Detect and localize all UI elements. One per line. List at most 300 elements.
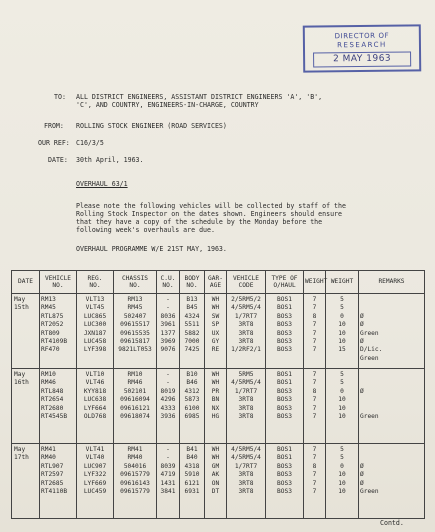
cell-value: BOS3 xyxy=(277,471,292,479)
cell-value: BOS3 xyxy=(277,462,292,470)
to-line2: 'C', AND COUNTRY, ENGINEERS-IN-CHARGE, COUNTRY xyxy=(76,101,259,109)
table-header-cell xyxy=(304,271,326,294)
programme-title: OVERHAUL PROGRAMME W/E 21ST MAY, 1963. xyxy=(76,245,227,253)
cell-value: 5882 xyxy=(184,329,200,337)
cell-value: 4719 xyxy=(160,471,176,479)
cell-value: 5 xyxy=(340,454,344,462)
cell-value: LUC638 xyxy=(83,396,107,404)
date-cell xyxy=(12,294,40,369)
cell-value xyxy=(360,304,423,312)
cell-value: 4/5RM5/4 xyxy=(231,446,261,453)
cell-value: 7 xyxy=(312,304,317,312)
table-header-cell xyxy=(77,271,114,294)
cell-value: 15 xyxy=(338,346,346,354)
cell-value: B41 xyxy=(186,446,198,453)
cell-value: RTL907 xyxy=(41,462,64,470)
table-row xyxy=(12,294,425,369)
table-cell xyxy=(227,444,266,519)
cell-value: GM xyxy=(211,462,220,470)
cell-value: 8 xyxy=(312,387,317,395)
cell-value: 5 xyxy=(340,446,344,453)
cell-value: 7 xyxy=(312,471,317,479)
cell-value: - xyxy=(166,379,170,387)
cell-value: PR xyxy=(211,387,220,395)
cell-value: 5RM5 xyxy=(238,371,254,378)
cell-value: 1/7RT7 xyxy=(234,462,258,470)
table-cell xyxy=(326,369,359,444)
cell-value: 10 xyxy=(338,487,346,495)
cell-value: BOS1 xyxy=(277,446,292,453)
cell-value: Ø xyxy=(360,337,364,345)
cell-value: B10 xyxy=(186,371,198,378)
header-text: CODE xyxy=(238,282,254,289)
date-label: DATE: xyxy=(48,156,68,164)
cell-value: 3841 xyxy=(160,487,176,495)
cell-value: 7 xyxy=(312,296,317,303)
cell-value: 4296 xyxy=(160,396,176,404)
table-cell xyxy=(157,294,180,369)
cell-value: B13 xyxy=(186,296,198,303)
table-row xyxy=(12,444,425,519)
header-text: REMARKS xyxy=(378,278,405,286)
cell-value: 4/5RM5/4 xyxy=(231,304,261,312)
cell-value: BOS3 xyxy=(277,321,292,329)
cell-value: LYF664 xyxy=(83,404,107,412)
table-header-row xyxy=(12,271,425,294)
cell-value: 5 xyxy=(340,379,344,387)
header-text: DATE xyxy=(18,278,33,286)
cell-value: BOS1 xyxy=(277,379,292,387)
cell-value: 9821LT053 xyxy=(118,346,152,354)
cell-value: 5 xyxy=(340,296,344,303)
table-cell xyxy=(114,294,157,369)
date-text: 17th xyxy=(14,454,29,462)
cell-value xyxy=(360,296,423,304)
cell-value: 3961 xyxy=(160,321,176,329)
table-cell xyxy=(77,294,114,369)
body-line-3: that they have a copy of the schedule by the Monday before the xyxy=(76,218,323,226)
cell-value: 5910 xyxy=(184,471,200,479)
cell-value: LYF398 xyxy=(83,346,107,354)
cell-value: 6931 xyxy=(184,487,200,495)
cell-value: RM40 xyxy=(41,454,56,462)
cell-value: 09616121 xyxy=(120,404,150,412)
date-cell xyxy=(12,369,40,444)
cell-value xyxy=(360,379,423,387)
cell-value: 10 xyxy=(338,404,346,412)
table-cell xyxy=(157,444,180,519)
cell-value: Ø xyxy=(360,479,364,487)
cell-value: Green xyxy=(360,412,379,420)
cell-value: 7 xyxy=(312,321,317,329)
cell-value: RM13 xyxy=(127,296,143,303)
table-cell xyxy=(227,369,266,444)
cell-value: - xyxy=(166,446,170,453)
cell-value: 7 xyxy=(312,479,317,487)
cell-value: 3RT8 xyxy=(238,396,254,404)
cell-value: 09616094 xyxy=(120,396,150,404)
cell-value: BOS1 xyxy=(277,304,292,312)
cell-value: BOS3 xyxy=(277,396,292,404)
cell-value: VLT40 xyxy=(85,454,105,462)
cell-value: 4/5RM5/4 xyxy=(231,454,261,462)
table-cell xyxy=(205,369,227,444)
cell-value: 0 xyxy=(340,387,344,395)
body-line-2: Rolling Stock Inspector on the dates shown. Engineers should ensure xyxy=(76,210,342,218)
cell-value: WH xyxy=(211,446,220,453)
table-cell xyxy=(205,444,227,519)
cell-value: SP xyxy=(211,321,220,329)
cell-value: GY xyxy=(211,337,220,345)
date-text: 15th xyxy=(14,304,29,312)
cell-value: 2/5RM5/2 xyxy=(231,296,261,303)
cell-value: RTL848 xyxy=(41,387,64,395)
date-value: 30th April, 1963. xyxy=(76,156,144,164)
stamp-date: 2 MAY 1963 xyxy=(313,51,411,67)
cell-value: 8019 xyxy=(160,387,176,395)
table-cell xyxy=(40,294,77,369)
cell-value: Ø xyxy=(360,462,364,470)
cell-value: 8039 xyxy=(160,462,176,470)
cell-value: 502101 xyxy=(123,387,147,395)
cell-value: WH xyxy=(211,454,220,462)
cell-value: 6100 xyxy=(184,404,200,412)
table-header-cell xyxy=(227,271,266,294)
cell-value: UX xyxy=(211,329,220,337)
header-text: WEIGHT xyxy=(330,278,354,286)
cell-value: 7 xyxy=(312,346,317,354)
cell-value: BOS3 xyxy=(277,487,292,495)
table-cell xyxy=(304,444,326,519)
cell-value: B46 xyxy=(186,379,198,387)
cell-value: 3RT8 xyxy=(238,404,254,412)
cell-value: SW xyxy=(211,312,220,320)
cell-value: RM46 xyxy=(127,379,143,387)
cell-value: BOS3 xyxy=(277,346,292,354)
body-line-4: following week's overhauls are due. xyxy=(76,226,215,234)
cell-value: 7 xyxy=(312,396,317,404)
cell-value: B40 xyxy=(186,454,198,462)
table-cell xyxy=(266,294,304,369)
cell-value: HG xyxy=(211,412,220,420)
cell-value: RTL875 xyxy=(41,312,64,320)
cell-value: 3936 xyxy=(160,412,176,420)
cell-value: RT2052 xyxy=(41,321,64,329)
table-cell xyxy=(114,444,157,519)
cell-value: RM10 xyxy=(127,371,143,378)
cell-value: WH xyxy=(211,296,220,303)
cell-value: NX xyxy=(211,404,220,412)
cell-value: 1431 xyxy=(160,479,176,487)
cell-value: Ø xyxy=(360,387,364,395)
cell-value: 7 xyxy=(312,446,317,453)
table-row xyxy=(12,369,425,444)
cell-value: 8036 xyxy=(160,312,176,320)
header-text: VEHICLE xyxy=(44,274,72,282)
cell-value: 6985 xyxy=(184,412,200,420)
cell-value: 4333 xyxy=(160,404,176,412)
cell-value: VLT46 xyxy=(85,379,105,387)
cell-value: 0 xyxy=(340,462,344,470)
cell-value: RM45 xyxy=(41,304,56,312)
cell-value: 09618074 xyxy=(120,412,150,420)
stamp-line1: DIRECTOR OF xyxy=(334,31,390,41)
cell-value: 3RT8 xyxy=(238,337,254,345)
cell-value: 7 xyxy=(312,454,317,462)
from-label: FROM: xyxy=(44,122,64,130)
cell-value: 5 xyxy=(340,371,344,378)
cell-value: 10 xyxy=(338,321,346,329)
cell-value: RM40 xyxy=(127,454,143,462)
header-text: TYPE OF xyxy=(271,274,298,282)
cell-value: 10 xyxy=(338,396,346,404)
cell-value: 7 xyxy=(312,371,317,378)
table-header-cell xyxy=(114,271,157,294)
cell-value: LUC865 xyxy=(83,312,107,320)
header-text: BODY xyxy=(184,274,200,282)
cell-value: 3RT8 xyxy=(238,329,254,337)
cell-value: 7 xyxy=(312,412,317,420)
table-cell xyxy=(205,294,227,369)
cell-value: 1/2RF2/1 xyxy=(231,346,261,354)
cell-value: BOS3 xyxy=(277,312,292,320)
cell-value: BOS3 xyxy=(277,329,292,337)
date-cell xyxy=(12,444,40,519)
cell-value: VLT13 xyxy=(85,296,105,303)
cell-value: 09615517 xyxy=(120,321,150,329)
header-text: NO. xyxy=(129,282,141,289)
cell-value: - xyxy=(166,296,170,303)
contd-note: Contd. xyxy=(380,519,404,527)
stamp-line2: RESEARCH xyxy=(337,40,387,50)
cell-value: WH xyxy=(211,304,220,312)
cell-value: 09615817 xyxy=(120,337,150,345)
table-cell xyxy=(157,369,180,444)
cell-value: RT2597 xyxy=(41,471,64,479)
table-cell xyxy=(359,444,425,519)
cell-value: 1/7RT7 xyxy=(234,312,258,320)
cell-value: RM10 xyxy=(41,371,56,378)
cell-value: 7 xyxy=(312,379,317,387)
cell-value: 7 xyxy=(312,404,317,412)
cell-value: 3969 xyxy=(160,337,176,345)
cell-value: 3RT8 xyxy=(238,412,254,420)
to-line1: ALL DISTRICT ENGINEERS, ASSISTANT DISTRICT ENGINEERS 'A', 'B', xyxy=(76,93,323,101)
cell-value: AK xyxy=(211,471,220,479)
table-cell xyxy=(359,369,425,444)
body-line-1: Please note the following vehicles will be collected by staff of the xyxy=(76,202,346,210)
cell-value: RF470 xyxy=(41,346,60,354)
date-text: May xyxy=(14,296,26,303)
header-text: NO. xyxy=(162,282,174,289)
table-cell xyxy=(180,444,205,519)
cell-value: 4/5RM5/4 xyxy=(231,379,261,387)
cell-value: 504016 xyxy=(123,462,147,470)
cell-value: 5 xyxy=(340,304,344,312)
cell-value: BOS1 xyxy=(277,454,292,462)
cell-value: RT2654 xyxy=(41,396,64,404)
header-text: NO. xyxy=(52,282,64,289)
header-text: AGE xyxy=(209,282,222,289)
table-cell xyxy=(180,294,205,369)
cell-value: 7 xyxy=(312,337,317,345)
cell-value: BN xyxy=(211,396,220,404)
header-text: CHASSIS xyxy=(121,274,149,282)
cell-value: 7425 xyxy=(184,346,200,354)
cell-value: RM41 xyxy=(127,446,143,453)
cell-value: VLT45 xyxy=(85,304,105,312)
table-cell xyxy=(326,444,359,519)
cell-value: 10 xyxy=(338,479,346,487)
cell-value: 7 xyxy=(312,329,317,337)
cell-value: 8 xyxy=(312,462,317,470)
cell-value: RM45 xyxy=(127,304,143,312)
cell-value: WH xyxy=(211,379,220,387)
ref-value: C16/3/5 xyxy=(76,139,104,147)
table-cell xyxy=(266,444,304,519)
cell-value: RM41 xyxy=(41,446,56,453)
cell-value: RT4109B xyxy=(41,337,68,345)
ref-label: OUR REF: xyxy=(38,139,70,147)
table-header-cell xyxy=(326,271,359,294)
to-label: TO: xyxy=(54,93,66,101)
from-value: ROLLING STOCK ENGINEER (ROAD SERVICES) xyxy=(76,122,227,130)
cell-value: LYF669 xyxy=(83,479,107,487)
header-text: WEIGHT xyxy=(305,278,328,286)
overhaul-table xyxy=(11,270,425,519)
cell-value: B45 xyxy=(186,304,198,312)
cell-value: 3RT8 xyxy=(238,321,254,329)
table-cell xyxy=(77,444,114,519)
cell-value: BOS3 xyxy=(277,387,292,395)
table-header-cell xyxy=(205,271,227,294)
cell-value: 09615535 xyxy=(120,329,150,337)
cell-value: 6121 xyxy=(184,479,200,487)
cell-value: BOS3 xyxy=(277,412,292,420)
cell-value: - xyxy=(166,454,170,462)
cell-value: VLT10 xyxy=(85,371,105,378)
table-header-cell xyxy=(266,271,304,294)
table-header-cell xyxy=(12,271,40,294)
cell-value: JXN187 xyxy=(83,329,107,337)
cell-value: WH xyxy=(211,371,220,378)
cell-value: RM46 xyxy=(41,379,56,387)
table-cell xyxy=(40,369,77,444)
cell-value: Green xyxy=(360,329,379,337)
header-text: VEHICLE xyxy=(232,274,260,282)
table-cell xyxy=(304,294,326,369)
cell-value: 4324 xyxy=(184,312,200,320)
cell-value: DT xyxy=(211,487,220,495)
cell-value: Ø xyxy=(360,471,364,479)
cell-value: OLD768 xyxy=(83,412,107,420)
cell-value: Ø xyxy=(360,321,364,329)
cell-value xyxy=(360,405,423,413)
cell-value: 3RT8 xyxy=(238,479,254,487)
cell-value: RT809 xyxy=(41,329,60,337)
table-cell xyxy=(359,294,425,369)
cell-value: 7 xyxy=(312,487,317,495)
cell-value: LUC907 xyxy=(83,462,107,470)
header-text: GAR- xyxy=(208,274,223,282)
cell-value: RT2685 xyxy=(41,479,64,487)
table-cell xyxy=(266,369,304,444)
cell-value: 9076 xyxy=(160,346,176,354)
date-text: May xyxy=(14,446,26,453)
header-text: NO. xyxy=(89,282,101,289)
cell-value: BOS1 xyxy=(277,371,292,378)
cell-value: Green xyxy=(360,487,379,495)
cell-value xyxy=(360,371,423,379)
cell-value: D/Lic. xyxy=(360,346,383,354)
cell-value: KYY818 xyxy=(83,387,107,395)
cell-value: 10 xyxy=(338,329,346,337)
cell-value: 4318 xyxy=(184,462,200,470)
cell-value: RT2680 xyxy=(41,404,64,412)
received-stamp xyxy=(303,24,421,72)
cell-value: BOS3 xyxy=(277,479,292,487)
table-header-cell xyxy=(40,271,77,294)
cell-value: 09616143 xyxy=(120,479,150,487)
cell-value: Green xyxy=(360,354,379,362)
table-cell xyxy=(114,369,157,444)
cell-value: RE xyxy=(211,346,220,354)
cell-value: 10 xyxy=(338,412,346,420)
cell-value: 8 xyxy=(312,312,317,320)
cell-value: LUC459 xyxy=(83,487,107,495)
cell-value: 4312 xyxy=(184,387,200,395)
cell-value: - xyxy=(166,371,170,378)
header-text: NO. xyxy=(186,282,198,289)
cell-value: ON xyxy=(211,479,220,487)
table-cell xyxy=(77,369,114,444)
cell-value: 3RT8 xyxy=(238,487,254,495)
cell-value: LUC458 xyxy=(83,337,107,345)
cell-value: 0 xyxy=(340,312,344,320)
table-cell xyxy=(40,444,77,519)
cell-value xyxy=(360,446,423,454)
cell-value: 502407 xyxy=(123,312,147,320)
header-text: O/HAUL xyxy=(273,282,296,289)
cell-value: BOS3 xyxy=(277,337,292,345)
cell-value xyxy=(360,454,423,462)
cell-value: LUC300 xyxy=(83,321,107,329)
cell-value: 7000 xyxy=(184,337,200,345)
cell-value: RT4545B xyxy=(41,412,68,420)
cell-value: 3RT8 xyxy=(238,471,254,479)
cell-value: 10 xyxy=(338,337,346,345)
cell-value: 1/7RT7 xyxy=(234,387,258,395)
table-header-cell xyxy=(359,271,425,294)
header-text: C.U. xyxy=(160,274,176,282)
table-header-cell xyxy=(157,271,180,294)
table-cell xyxy=(304,369,326,444)
cell-value: 5873 xyxy=(184,396,200,404)
table-cell xyxy=(180,369,205,444)
header-text: REG. xyxy=(87,274,103,282)
cell-value: BOS3 xyxy=(277,404,292,412)
table-header-cell xyxy=(180,271,205,294)
cell-value: RT4110B xyxy=(41,487,68,495)
date-text: 16th xyxy=(14,379,29,387)
cell-value: - xyxy=(166,304,170,312)
cell-value: 09615779 xyxy=(120,471,150,479)
cell-value: LYF322 xyxy=(83,471,107,479)
cell-value: BOS1 xyxy=(277,296,292,303)
cell-value: 09615779 xyxy=(120,487,150,495)
table-cell xyxy=(326,294,359,369)
date-text: May xyxy=(14,371,26,378)
